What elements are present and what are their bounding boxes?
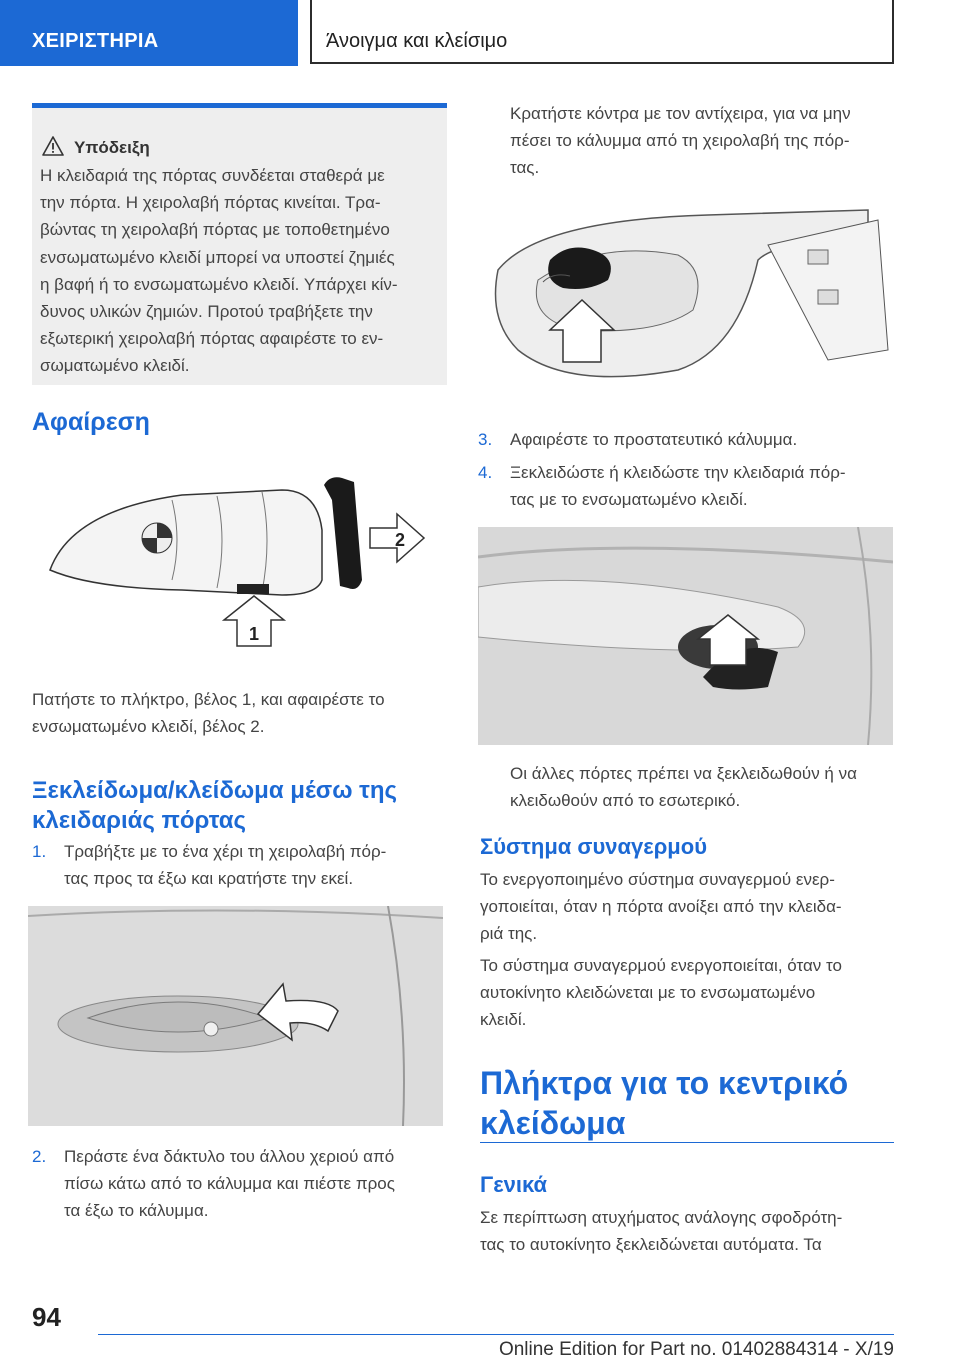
text-line: ριά της. (480, 924, 538, 943)
arrow-1-label: 1 (248, 624, 260, 644)
header-section-tab (0, 0, 298, 66)
footer (98, 1334, 894, 1360)
warning-triangle-icon (42, 136, 64, 156)
warning-line: η βαφή ή το ενσωματωμένο κλειδί. Υπάρχει κίν- (40, 274, 398, 294)
header-chapter-title: Άνοιγμα και κλείσιμο (326, 30, 508, 52)
key-in-lock-illustration (478, 527, 893, 745)
intro-text (478, 100, 898, 181)
header-chapter-box (310, 0, 894, 64)
warning-line: ενσωματωμένο κλειδί μπορεί να υποστεί ζημιές (40, 247, 395, 267)
text-line: Τραβήξτε με το ένα χέρι τη χειρολαβή πόρ- (64, 842, 387, 861)
general-heading: Γενικά (480, 1172, 548, 1197)
footer-edition-text: Online Edition for Part no. 01402884314 - X/19 (498, 1339, 894, 1360)
central-locking-heading (480, 1063, 900, 1143)
text-line: τα έξω το κάλυμμα. (64, 1201, 209, 1220)
cover-removal-illustration (478, 200, 893, 400)
text-line: Το ενεργοποιημένο σύστημα συναγερμού ενερ- (480, 870, 835, 889)
text-line: Πατήστε το πλήκτρο, βέλος 1, και αφαιρέστε το (32, 690, 385, 709)
general-text (480, 1204, 900, 1258)
text-line: Ξεκλειδώστε ή κλειδώστε την κλειδαριά πόρ- (510, 463, 846, 482)
warning-line: εξωτερική χειρολαβή πόρτας αφαιρέστε το εν- (40, 329, 384, 349)
step-number: 4. (478, 463, 493, 482)
heading-line: κλειδαριάς πόρτας (32, 807, 247, 834)
warning-line: δυνος υλικών ζημιών. Προτού τραβήξετε την (40, 302, 373, 322)
text-line: κλειδί. (480, 1010, 527, 1029)
text-line: Περάστε ένα δάκτυλο του άλλου χεριού από (64, 1147, 395, 1166)
step-text (510, 426, 797, 453)
arrow-2-label: 2 (394, 530, 406, 550)
warning-title: Υπόδειξη (74, 138, 150, 157)
text-line: τας. (510, 158, 540, 177)
text-line: Το σύστημα συναγερμού ενεργοποιείται, όταν το (480, 956, 842, 975)
warning-line: σωματωμένο κλειδί. (40, 356, 190, 376)
heading-line: Πλήκτρα για το κεντρικό (480, 1065, 849, 1101)
text-line: κλειδωθούν από το εσωτερικό. (510, 791, 741, 810)
text-line: Κρατήστε κόντρα με τον αντίχειρα, για να μην (510, 104, 851, 123)
step-number: 3. (478, 430, 493, 449)
text-line: Σε περίπτωση ατυχήματος ανάλογης σφοδρότη- (480, 1208, 843, 1227)
removal-text (32, 686, 447, 740)
text-line: τας με το ενσωματωμένο κλειδί. (510, 490, 748, 509)
alarm-paragraph-1 (480, 866, 900, 947)
warning-text (40, 162, 440, 380)
text-line: ενσωματωμένο κλειδί, βέλος 2. (32, 717, 265, 736)
text-line: πέσει το κάλυμμα από τη χειρολαβή της πόρ- (510, 131, 850, 150)
heading-line: κλείδωμα (480, 1105, 626, 1141)
text-line: αυτοκίνητο κλειδώνεται με το ενσωματωμένο (480, 983, 816, 1002)
text-line: γοποιείται, όταν η πόρτα ανοίξει από την κλειδα- (480, 897, 842, 916)
text-line: πίσω κάτω από το κάλυμμα και πιέστε προς (64, 1174, 395, 1193)
text-line: τας προς τα έξω και κρατήστε την εκεί. (64, 869, 354, 888)
step-text (510, 459, 846, 513)
header-section-title: ΧΕΙΡΙΣΤΗΡΙΑ (32, 30, 159, 52)
text-line: τας το αυτοκίνητο ξεκλειδώνεται αυτόματα. Τα (480, 1235, 822, 1254)
alarm-paragraph-2 (480, 952, 900, 1033)
step-text (64, 1143, 395, 1224)
warning-line: Η κλειδαριά της πόρτας συνδέεται σταθερά με (40, 166, 385, 185)
page-number: 94 (32, 1302, 61, 1332)
warning-box (32, 103, 447, 385)
text-line: Οι άλλες πόρτες πρέπει να ξεκλειδωθούν ή να (510, 764, 857, 783)
door-handle-illustration (28, 906, 443, 1126)
warning-line: την πόρτα. Η χειρολαβή πόρτας κινείται. Τρα- (40, 193, 381, 213)
text-line: Αφαιρέστε το προστατευτικό κάλυμμα. (510, 430, 798, 449)
removal-heading: Αφαίρεση (32, 408, 150, 436)
other-doors-text (478, 760, 898, 814)
key-removal-illustration (32, 470, 447, 660)
heading-line: Ξεκλείδωμα/κλείδωμα μέσω της (32, 777, 398, 804)
step-text (64, 838, 386, 892)
alarm-heading: Σύστημα συναγερμού (480, 834, 708, 859)
heading-rule (480, 1142, 894, 1143)
step-number: 2. (32, 1147, 47, 1166)
step-number: 1. (32, 842, 47, 861)
warning-line: βώντας τη χειρολαβή πόρτας με τοποθετημένο (40, 220, 390, 240)
lock-heading (32, 776, 452, 836)
